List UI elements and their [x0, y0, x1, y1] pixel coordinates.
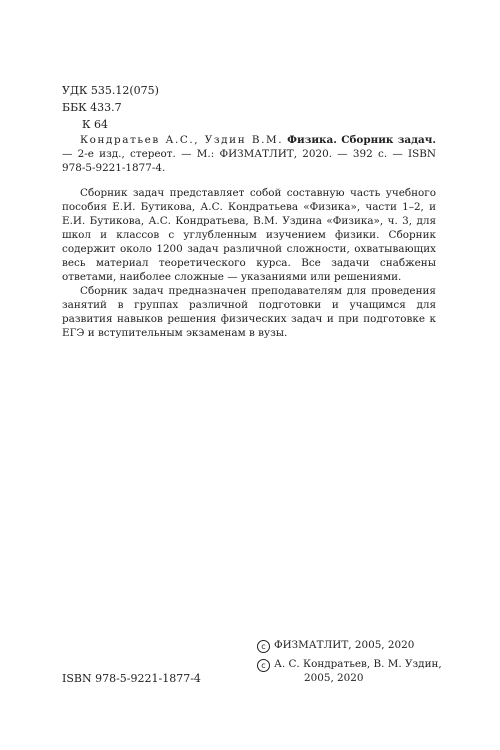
bib-authors: Кондратьев А.С., Уздин В.М. — [80, 134, 284, 146]
isbn-bottom: ISBN 978-5-9221-1877-4 — [62, 672, 201, 685]
copyright-icon: c — [257, 640, 270, 653]
bib-details: — 2-е изд., стереот. — М.: ФИЗМАТЛИТ, 2020. — 392 с. — ISBN 978-5-9221-1877-4. — [62, 148, 436, 174]
copyright-icon: c — [257, 659, 270, 672]
copyright-publisher — [257, 638, 414, 653]
bibliographic-record — [62, 133, 436, 175]
abstract-paragraph-1: Сборник задач представляет собой составную часть учебного пособия Е.И. Бутикова, А.С. Кондратьева «Физика», части 1–2, и Е.И. Бутикова, А.С. Кондратьева, В.М. Уздина «Физика», ч. 3, для школ и классов с углубленным изучением физики. Сборник содержит около 1200 задач различной сложности, охватывающих весь материал теоретического курса. Все задачи снабжены ответами, наиболее сложные — указаниями или решениями. — [62, 187, 436, 283]
copyright-authors — [257, 657, 442, 672]
bbk-code: ББК 433.7 — [62, 101, 122, 114]
abstract-paragraph-2: Сборник задач предназначен преподавателям для проведения занятий в группах различной подготовки и учащимся для развития навыков решения физических задач и при подготовке к ЕГЭ и вступительным экзаменам в вузы. — [62, 285, 436, 339]
author-mark: К 64 — [82, 118, 109, 131]
classification-block — [62, 82, 159, 133]
bib-title: Физика. Сборник задач. — [287, 134, 436, 146]
copyright-publisher-text: ФИЗМАТЛИТ, 2005, 2020 — [274, 639, 415, 651]
copyright-years-text: 2005, 2020 — [304, 672, 364, 684]
copyright-years — [257, 671, 364, 685]
copyright-authors-text: А. С. Кондратьев, В. М. Уздин, — [274, 658, 442, 670]
udk-code: УДК 535.12(075) — [62, 84, 159, 97]
